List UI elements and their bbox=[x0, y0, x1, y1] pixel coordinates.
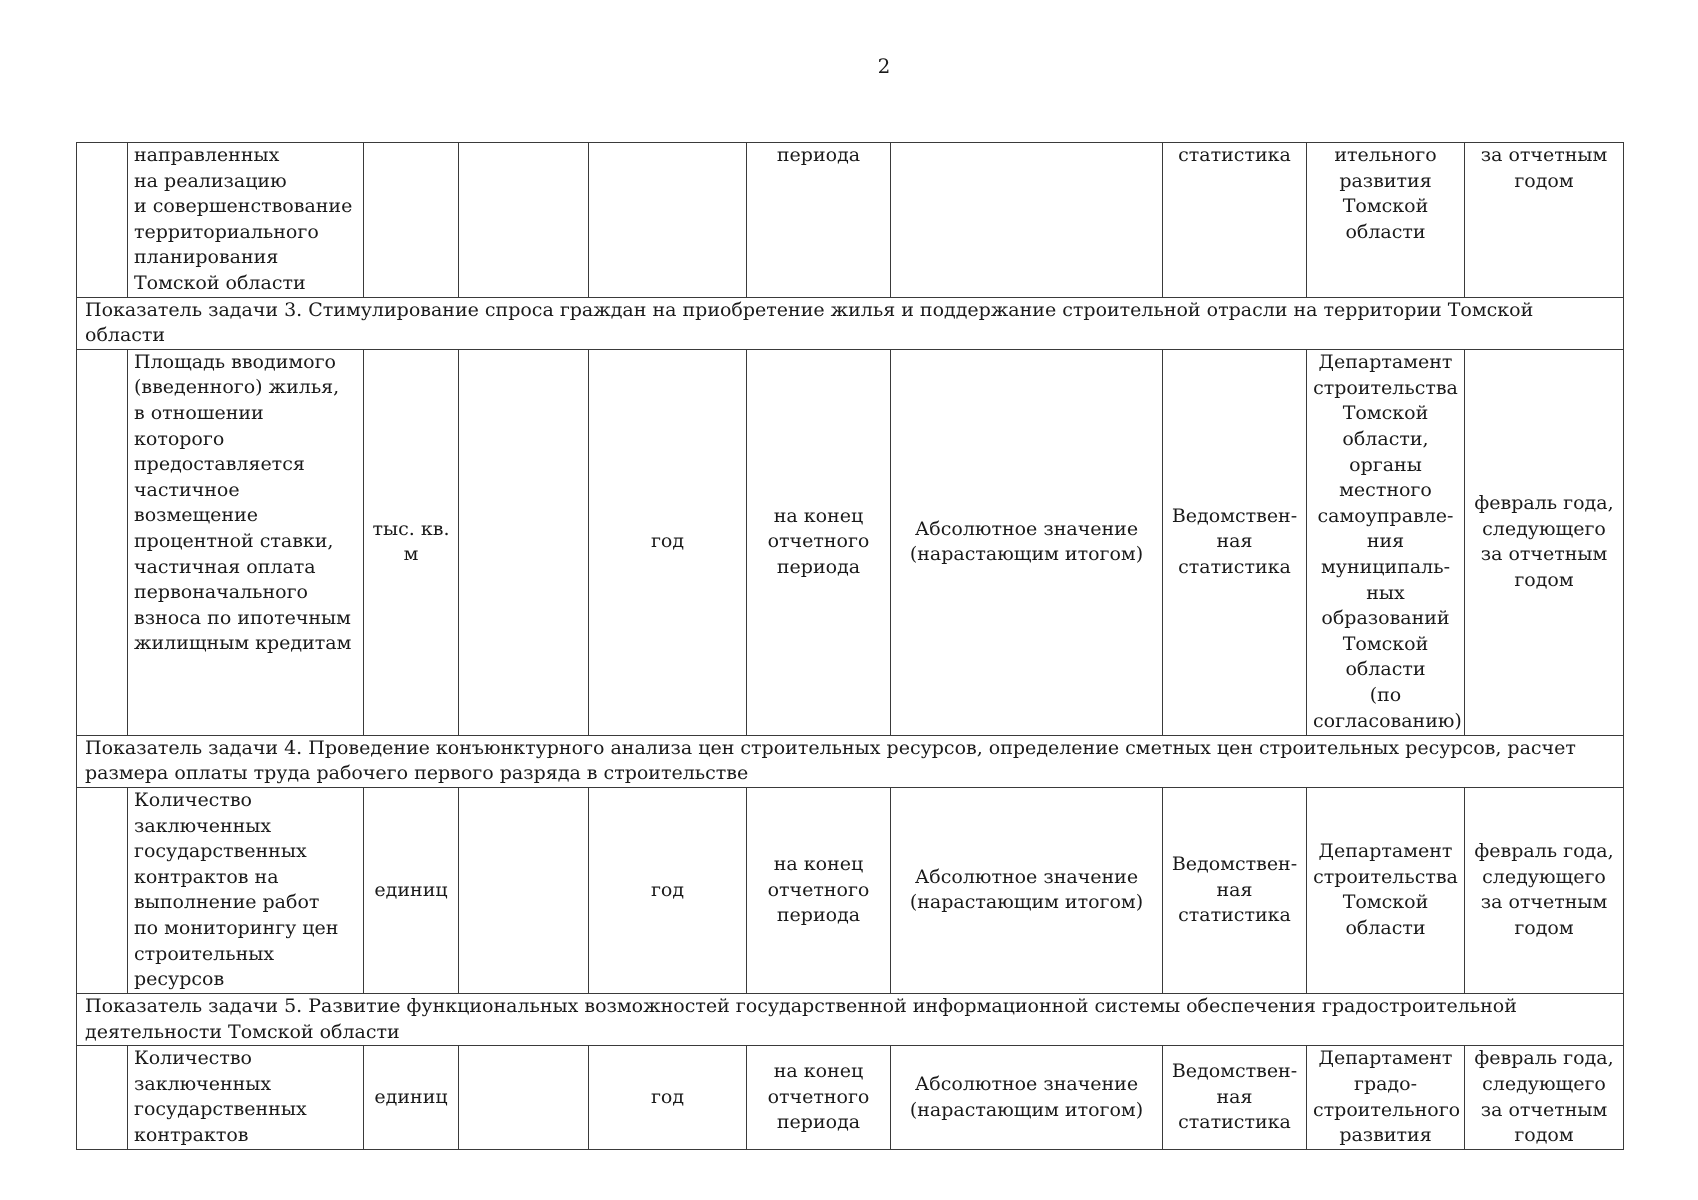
indicator-name-cell: Количество заключенных государственных контрактов bbox=[128, 1046, 364, 1150]
section-header-row bbox=[77, 735, 1624, 787]
source-cell: Ведомствен- ная статистика bbox=[1163, 349, 1307, 735]
periodicity-cell: год bbox=[589, 1046, 747, 1150]
responsible-cell: Департамент градо- строительного развития bbox=[1307, 1046, 1465, 1150]
page-number: 2 bbox=[877, 54, 891, 78]
responsible-cell: Департамент строительства Томской области, органы местного самоуправле- ния муниципаль- ных образований Томской области (по согласованию) bbox=[1307, 349, 1465, 735]
empty-cell bbox=[459, 1046, 589, 1150]
period-type-cell: на конец отчетного периода bbox=[747, 787, 891, 993]
section-title: Показатель задачи 4. Проведение конъюнктурного анализа цен строительных ресурсов, определение сметных цен строительных ресурсов, расчет размера оплаты труда рабочего первого разряда в строительстве bbox=[77, 735, 1624, 787]
unit-cell: тыс. кв. м bbox=[364, 349, 459, 735]
source-cell: статистика bbox=[1163, 143, 1307, 298]
table-row bbox=[77, 787, 1624, 993]
unit-cell bbox=[364, 143, 459, 298]
indicator-name-cell: Количество заключенных государственных контрактов на выполнение работ по мониторингу цен строительных ресурсов bbox=[128, 787, 364, 993]
row-number-cell bbox=[77, 1046, 128, 1150]
period-type-cell: на конец отчетного периода bbox=[747, 349, 891, 735]
method-cell: Абсолютное значение (нарастающим итогом) bbox=[891, 787, 1163, 993]
period-type-cell: периода bbox=[747, 143, 891, 298]
unit-cell: единиц bbox=[364, 1046, 459, 1150]
deadline-cell: за отчетным годом bbox=[1465, 143, 1624, 298]
empty-cell bbox=[459, 349, 589, 735]
indicator-name-cell: Площадь вводимого (введенного) жилья, в отношении которого предоставляется частичное возмещение процентной ставки, частичная оплата первоначального взноса по ипотечным жилищным кредитам bbox=[128, 349, 364, 735]
method-cell: Абсолютное значение (нарастающим итогом) bbox=[891, 1046, 1163, 1150]
empty-cell bbox=[459, 143, 589, 298]
periodicity-cell: год bbox=[589, 787, 747, 993]
source-cell: Ведомствен- ная статистика bbox=[1163, 1046, 1307, 1150]
section-header-row bbox=[77, 993, 1624, 1045]
row-number-cell bbox=[77, 787, 128, 993]
deadline-cell: февраль года, следующего за отчетным годом bbox=[1465, 787, 1624, 993]
indicator-name-cell: направленных на реализацию и совершенствование территориального планирования Томской области bbox=[128, 143, 364, 298]
source-cell: Ведомствен- ная статистика bbox=[1163, 787, 1307, 993]
deadline-cell: февраль года, следующего за отчетным годом bbox=[1465, 349, 1624, 735]
table-row bbox=[77, 349, 1624, 735]
empty-cell bbox=[459, 787, 589, 993]
table-row bbox=[77, 143, 1624, 298]
section-header-row bbox=[77, 297, 1624, 349]
row-number-cell bbox=[77, 143, 128, 298]
method-cell: Абсолютное значение (нарастающим итогом) bbox=[891, 349, 1163, 735]
section-title: Показатель задачи 3. Стимулирование спроса граждан на приобретение жилья и поддержание строительной отрасли на территории Томской области bbox=[77, 297, 1624, 349]
table-row bbox=[77, 1046, 1624, 1150]
indicators-table bbox=[76, 142, 1624, 1150]
section-title: Показатель задачи 5. Развитие функциональных возможностей государственной информационной системы обеспечения градостроительной деятельности Томской области bbox=[77, 993, 1624, 1045]
periodicity-cell bbox=[589, 143, 747, 298]
unit-cell: единиц bbox=[364, 787, 459, 993]
period-type-cell: на конец отчетного периода bbox=[747, 1046, 891, 1150]
periodicity-cell: год bbox=[589, 349, 747, 735]
deadline-cell: февраль года, следующего за отчетным годом bbox=[1465, 1046, 1624, 1150]
method-cell bbox=[891, 143, 1163, 298]
responsible-cell: Департамент строительства Томской области bbox=[1307, 787, 1465, 993]
row-number-cell bbox=[77, 349, 128, 735]
responsible-cell: ительного развития Томской области bbox=[1307, 143, 1465, 298]
